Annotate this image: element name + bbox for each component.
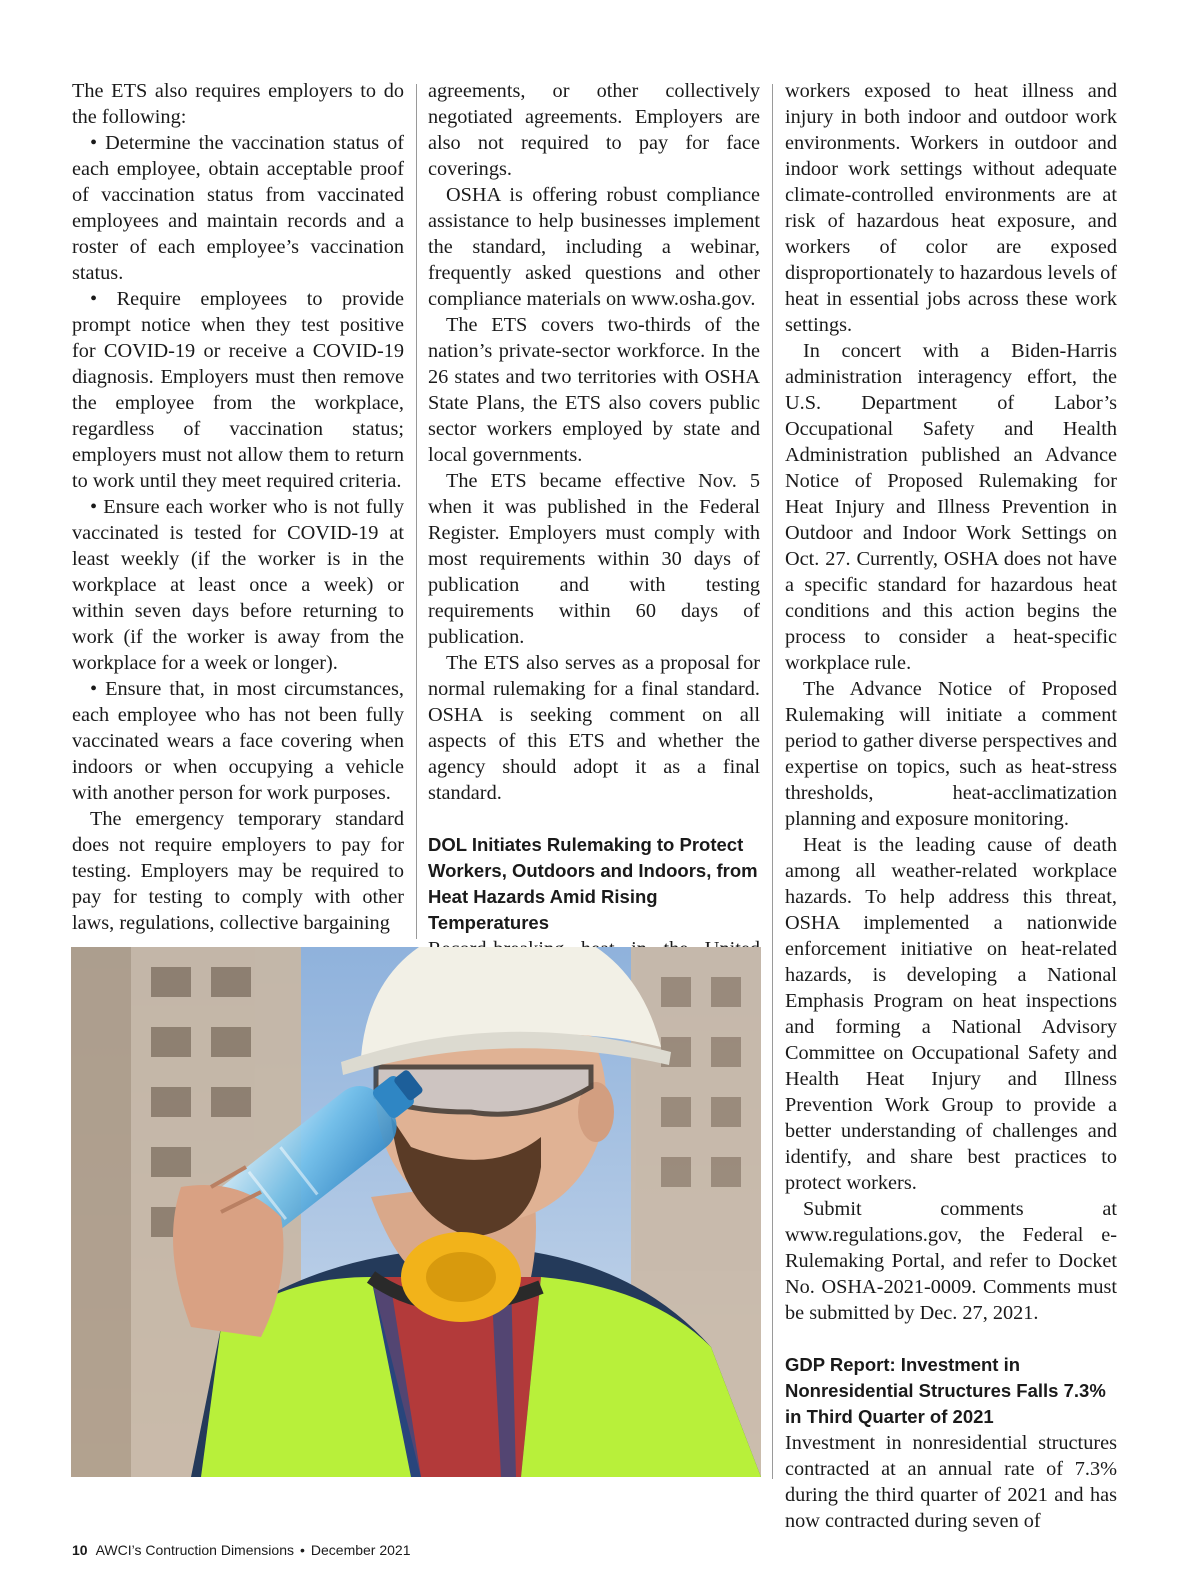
paragraph: Submit comments at www.regulations.gov, the Federal e-Rulemaking Portal, and refer to Docket No. OSHA-2021-0009. Comments must be submitted by Dec. 27, 2021.: [785, 1198, 1117, 1324]
bullet-item: • Ensure each worker who is not fully vaccinated is tested for COVID-19 at least weekly (if the worker is in the workplace at least once a week) or within seven days before returning to work (if the worker is away from the workplace for a week or longer).: [72, 496, 404, 674]
page-footer: [72, 1542, 411, 1558]
paragraph: Investment in nonresidential structures contracted at an annual rate of 7.3% during the third quarter of 2021 and has now contracted during seven of: [785, 1432, 1117, 1532]
worker-drinking-water-photo: [71, 947, 761, 1477]
column-divider: [772, 84, 773, 1479]
issue-date: December 2021: [310, 1542, 411, 1558]
column-3: [785, 78, 1117, 1534]
footer-separator: •: [299, 1542, 305, 1558]
column-divider: [416, 84, 417, 939]
paragraph: The ETS also serves as a proposal for normal rulemaking for a final standard. OSHA is seeking comment on all aspects of this ETS and whether the agency should adopt it as a final standard.: [428, 652, 760, 804]
column-1: [72, 78, 404, 936]
page-number: 10: [72, 1542, 88, 1558]
paragraph: Heat is the leading cause of death among all weather-related workplace hazards. To help address this threat, OSHA implemented a nationwide enforcement initiative on heat-related hazards, is developing a National Emphasis Program on heat inspections and forming a National Advisory Committee on Occupational Safety and Health Heat Injury and Illness Prevention Work Group to provide a better understanding of challenges and identify, and share best practices to protect workers.: [785, 834, 1117, 1194]
bullet-item: • Require employees to provide prompt notice when they test positive for COVID-19 or receive a COVID-19 diagnosis. Employers must then remove the employee from the workplace, regardless of vaccination status; employers must not allow them to return to work until they meet required criteria.: [72, 288, 404, 492]
bullet-item: • Determine the vaccination status of each employee, obtain acceptable proof of vaccination status from vaccinated employees and maintain records and a roster of each employee’s vaccination status.: [72, 132, 404, 284]
paragraph: agreements, or other collectively negotiated agreements. Employers are also not required to pay for face coverings.: [428, 80, 760, 180]
paragraph: workers exposed to heat illness and injury in both indoor and outdoor work environments. Workers in outdoor and indoor work settings without adequate climate-controlled environments are at risk of hazardous heat exposure, and workers of color are exposed disproportionately to hazardous levels of heat in essential jobs across these work settings.: [785, 80, 1117, 336]
paragraph: OSHA is offering robust compliance assistance to help businesses implement the standard, including a webinar, frequently asked questions and other compliance materials on www.osha.gov.: [428, 184, 760, 310]
photo-illustration: [71, 947, 761, 1477]
paragraph: The ETS also requires employers to do the following:: [72, 80, 404, 128]
publication-name: AWCI’s Contruction Dimensions: [95, 1542, 294, 1558]
section-heading-gdp: GDP Report: Investment in Nonresidential Structures Falls 7.3% in Third Quarter of 2021: [785, 1354, 1106, 1427]
paragraph: The Advance Notice of Proposed Rulemaking will initiate a comment period to gather diverse perspectives and expertise on topics, such as heat-stress thresholds, heat-acclimatization planning and exposure monitoring.: [785, 678, 1117, 830]
paragraph: The ETS became effective Nov. 5 when it was published in the Federal Register. Employers must comply with most requirements within 30 days of publication and with testing requirements within 60 days of publication.: [428, 470, 760, 648]
bullet-item: • Ensure that, in most circumstances, each employee who has not been fully vaccinated wears a face covering when indoors or when occupying a vehicle with another person for work purposes.: [72, 678, 404, 804]
paragraph: In concert with a Biden-Harris administration interagency effort, the U.S. Department of Labor’s Occupational Safety and Health Administration published an Advance Notice of Proposed Rulemaking for Heat Injury and Illness Prevention in Outdoor and Indoor Work Settings on Oct. 27. Currently, OSHA does not have a specific standard for hazardous heat conditions and this action begins the process to consider a heat-specific workplace rule.: [785, 340, 1117, 674]
paragraph: The emergency temporary standard does not require employers to pay for testing. Employers may be required to pay for testing to comply with other laws, regulations, collective bargaining: [72, 808, 404, 934]
section-heading-heat: DOL Initiates Rulemaking to Protect Workers, Outdoors and Indoors, from Heat Hazards Amid Rising Temperatures: [428, 834, 758, 933]
column-2: [428, 78, 760, 988]
paragraph: The ETS covers two-thirds of the nation’s private-sector workforce. In the 26 states and two territories with OSHA State Plans, the ETS also covers public sector workers employed by state and local governments.: [428, 314, 760, 466]
